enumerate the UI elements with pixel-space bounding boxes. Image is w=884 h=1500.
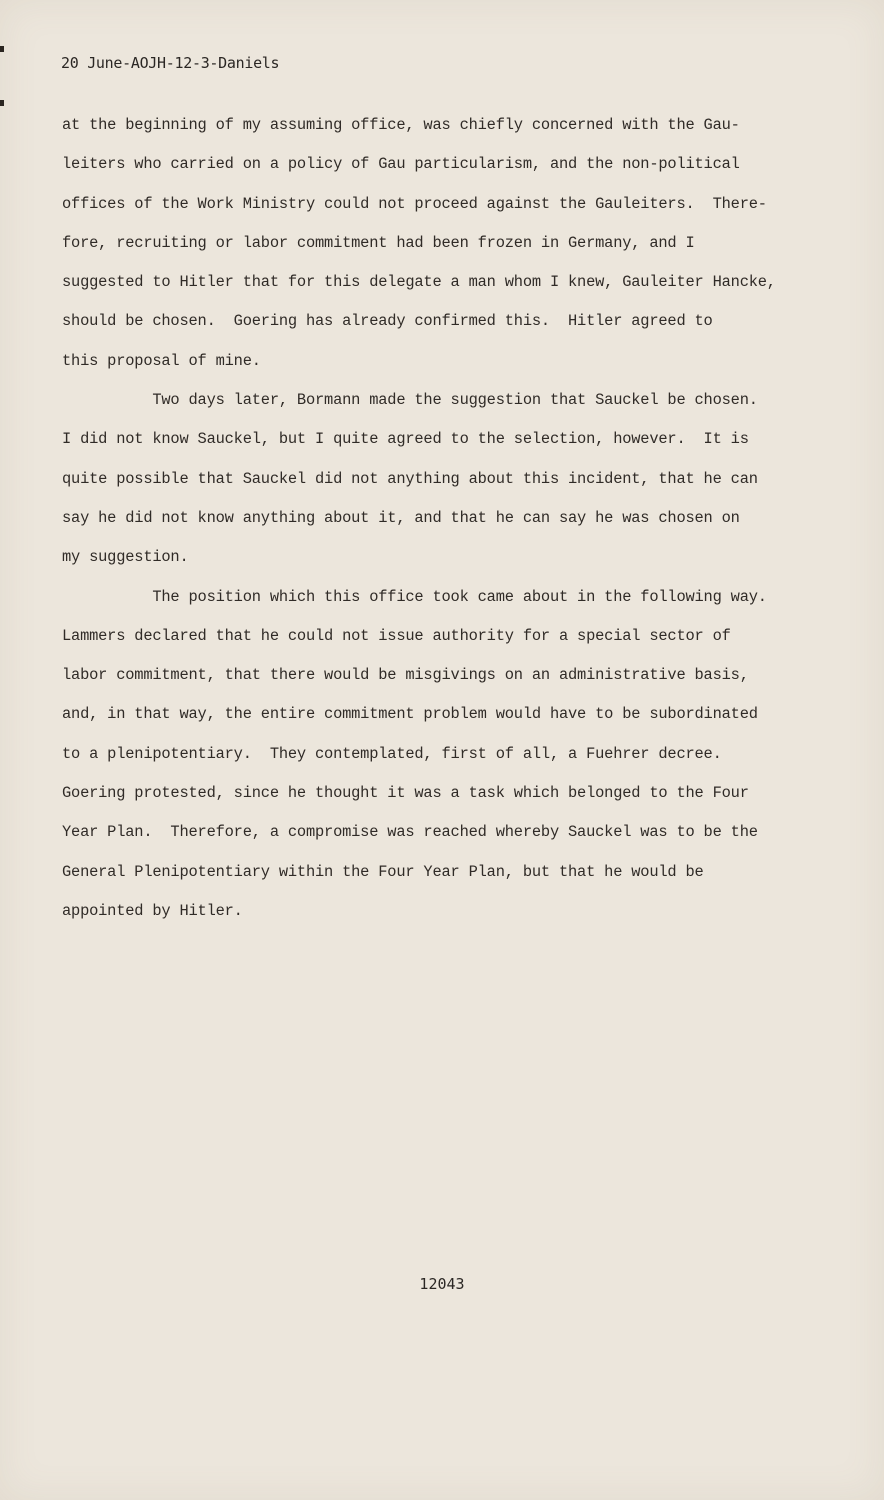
- text-line: The position which this office took came about in the following way.: [62, 587, 767, 606]
- edge-mark-upper: [0, 100, 4, 106]
- text-line: my suggestion.: [62, 548, 189, 567]
- text-line: leiters who carried on a policy of Gau particularism, and the non-political: [62, 155, 740, 174]
- text-line: labor commitment, that there would be misgivings on an administrative basis,: [62, 666, 749, 685]
- text-line: Two days later, Bormann made the suggestion that Sauckel be chosen.: [62, 391, 758, 410]
- text-line: offices of the Work Ministry could not proceed against the Gauleiters. There-: [62, 194, 767, 213]
- page-header-reference: 20 June-AOJH-12-3-Daniels: [61, 54, 280, 72]
- text-line: say he did not know anything about it, and that he can say he was chosen on: [62, 508, 740, 527]
- text-line: Year Plan. Therefore, a compromise was reached whereby Sauckel was to be the: [62, 823, 758, 842]
- text-line: General Plenipotentiary within the Four Year Plan, but that he would be: [62, 862, 704, 881]
- text-line: fore, recruiting or labor commitment had been frozen in Germany, and I: [62, 233, 695, 252]
- text-line: appointed by Hitler.: [62, 901, 243, 920]
- text-line: this proposal of mine.: [62, 351, 261, 370]
- text-line: I did not know Sauckel, but I quite agreed to the selection, however. It is: [62, 430, 749, 449]
- text-line: Goering protested, since he thought it was a task which belonged to the Four: [62, 784, 749, 803]
- paragraph: [62, 106, 822, 381]
- text-line: suggested to Hitler that for this delegate a man whom I knew, Gauleiter Hancke,: [62, 273, 776, 292]
- paragraph: [62, 578, 822, 932]
- text-line: should be chosen. Goering has already confirmed this. Hitler agreed to: [62, 312, 713, 331]
- text-line: and, in that way, the entire commitment problem would have to be subordinated: [62, 705, 758, 724]
- paragraph: [62, 381, 822, 577]
- text-line: Lammers declared that he could not issue authority for a special sector of: [62, 626, 731, 645]
- document-body: [62, 106, 822, 931]
- text-line: at the beginning of my assuming office, was chiefly concerned with the Gau-: [62, 116, 740, 134]
- text-line: quite possible that Sauckel did not anything about this incident, that he can: [62, 469, 758, 488]
- page-number: 12043: [419, 1275, 465, 1293]
- edge-mark-top: [0, 46, 4, 52]
- text-line: to a plenipotentiary. They contemplated, first of all, a Fuehrer decree.: [62, 744, 722, 763]
